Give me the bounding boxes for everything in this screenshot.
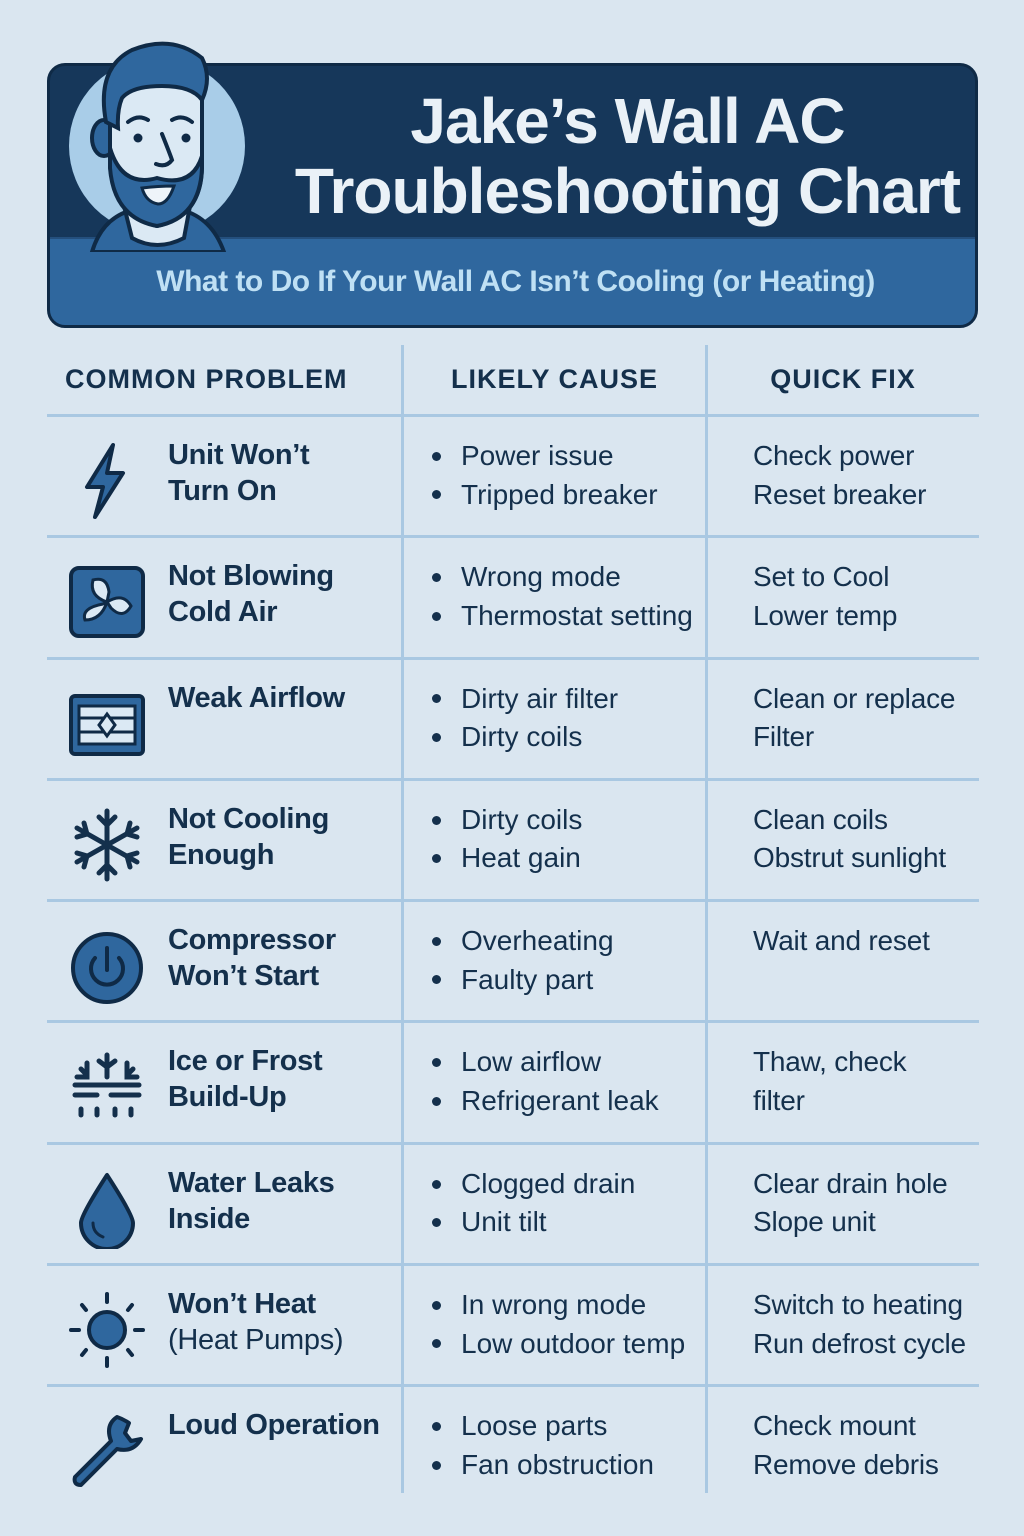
wrench-icon — [67, 1411, 147, 1491]
cause-cell: Loose parts Fan obstruction — [402, 1387, 707, 1508]
fix-cell: Check mount Remove debris — [753, 1410, 939, 1480]
fix-cell: Wait and reset — [753, 925, 930, 957]
fix-cell: Thaw, check filter — [753, 1046, 907, 1116]
cause-cell: Power issue Tripped breaker — [402, 417, 707, 535]
cause-cell: In wrong mode Low outdoor temp — [402, 1266, 707, 1384]
air-filter-icon — [67, 684, 147, 764]
table-row — [47, 538, 979, 659]
cause-cell: Dirty coils Heat gain — [402, 781, 707, 899]
fix-cell: Clear drain hole Slope unit — [753, 1167, 948, 1238]
cause-cell: Low airflow Refrigerant leak — [402, 1023, 707, 1141]
fix-cell: Clean coils Obstrut sunlight — [753, 803, 946, 874]
sun-icon — [67, 1290, 147, 1370]
table-row — [47, 1023, 979, 1144]
fan-icon — [67, 562, 147, 642]
table-header — [47, 345, 979, 417]
cause-cell: Wrong mode Thermostat setting — [402, 538, 707, 656]
lightning-bolt-icon — [67, 441, 147, 521]
cause-cell: Clogged drain Unit tilt — [402, 1145, 707, 1263]
cause-cell: Overheating Faulty part — [402, 902, 707, 1020]
fix-cell: Check power Reset breaker — [753, 440, 927, 510]
table-row — [47, 660, 979, 781]
problem-label: Not Cooling Enough — [168, 802, 329, 871]
fix-cell: Switch to heating Run defrost cycle — [753, 1289, 966, 1359]
table-row — [47, 1145, 979, 1266]
table-row — [47, 902, 979, 1023]
snowflake-icon — [67, 805, 147, 885]
cause-cell: Dirty air filter Dirty coils — [402, 660, 707, 778]
fix-cell: Set to Cool Lower temp — [753, 561, 898, 631]
troubleshooting-table — [47, 345, 979, 1509]
frost-icon — [67, 1047, 147, 1127]
problem-label: Won’t Heat (Heat Pumps) — [168, 1288, 344, 1357]
problem-label: Weak Airflow — [168, 681, 345, 714]
fix-cell: Clean or replace Filter — [753, 682, 956, 753]
column-header-problem: COMMON PROBLEM — [65, 364, 348, 394]
page-title — [280, 86, 975, 226]
problem-label: Loud Operation — [168, 1409, 380, 1442]
table-row — [47, 1266, 979, 1387]
column-header-cause: LIKELY CAUSE — [450, 364, 659, 394]
table-row — [47, 417, 979, 538]
bearded-man-avatar-icon — [62, 38, 252, 252]
problem-label: Ice or Frost Build-Up — [168, 1045, 323, 1114]
table-row — [47, 1387, 979, 1508]
column-header-fix: QUICK FIX — [770, 364, 916, 394]
problem-label: Unit Won’t Turn On — [168, 439, 310, 507]
title-line-1: Jake’s Wall AC — [410, 85, 845, 157]
problem-label: Water Leaks Inside — [168, 1166, 335, 1235]
problem-label: Compressor Won’t Start — [168, 924, 336, 993]
problem-label: Not Blowing Cold Air — [168, 560, 334, 629]
table-row — [47, 781, 979, 902]
title-line-2: Troubleshooting Chart — [294, 155, 961, 227]
power-icon — [67, 926, 147, 1006]
water-drop-icon — [67, 1169, 147, 1249]
subtitle: What to Do If Your Wall AC Isn’t Cooling (or Heating) — [156, 265, 875, 298]
